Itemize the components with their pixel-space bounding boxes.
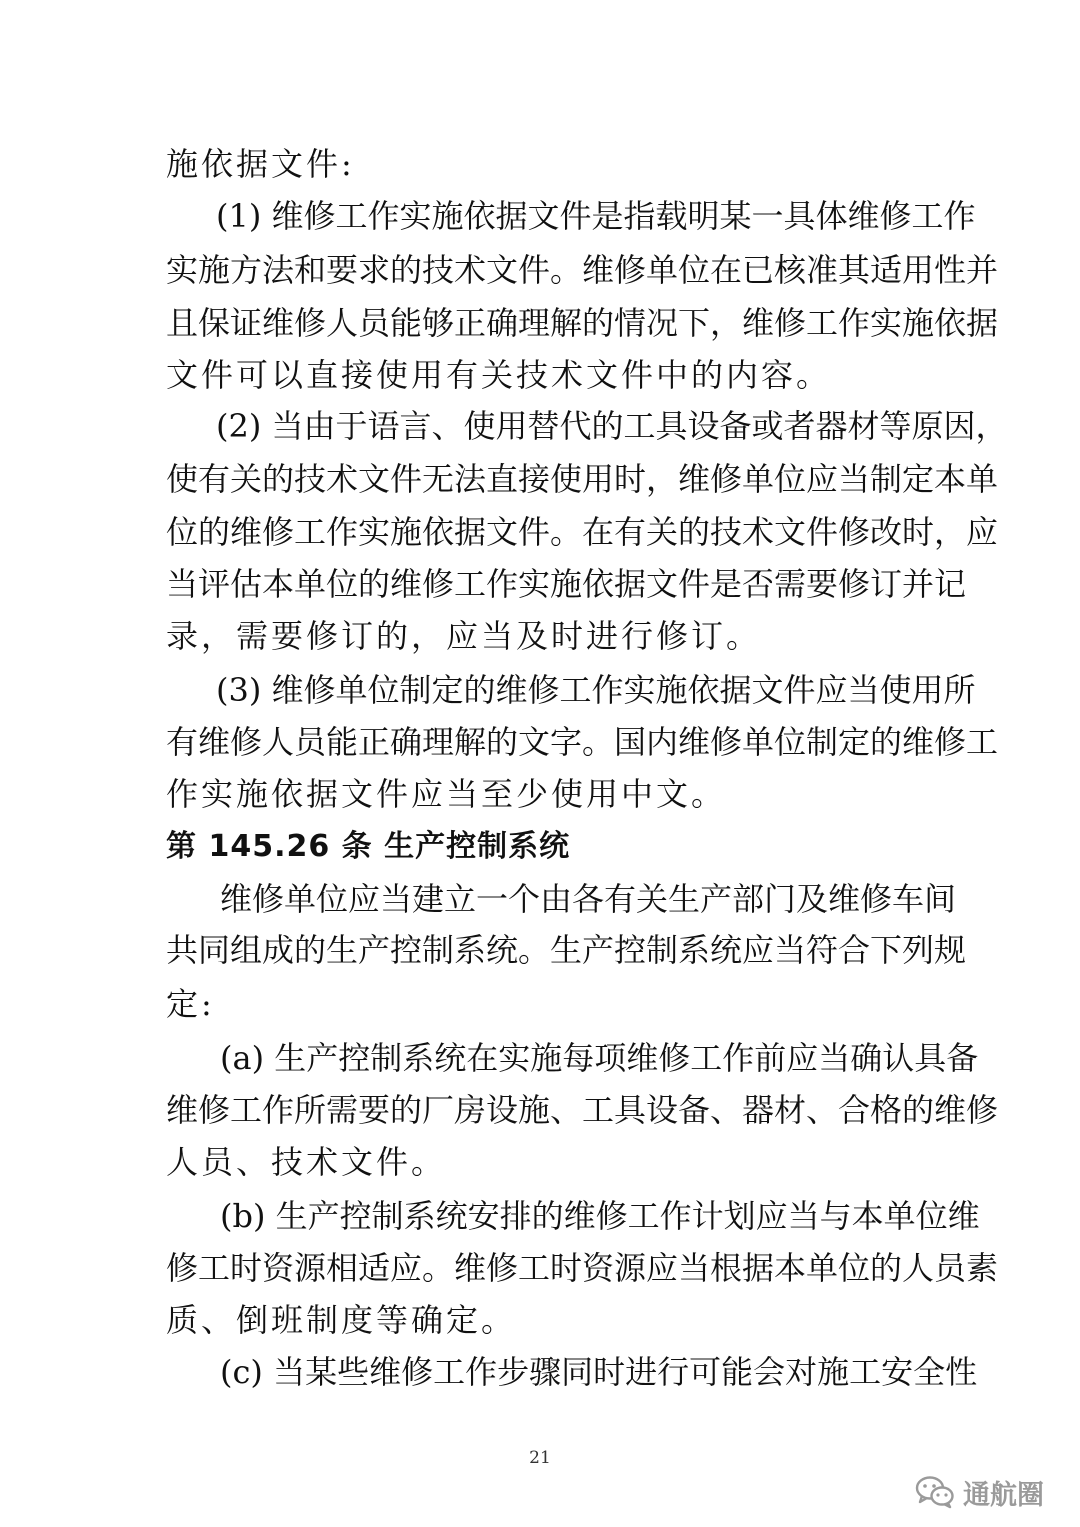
- text-line: 共同组成的生产控制系统。生产控制系统应当符合下列规: [166, 931, 967, 969]
- text-line: 维修工作所需要的厂房设施、工具设备、器材、合格的维修: [166, 1091, 999, 1129]
- text-line: 实施方法和要求的技术文件。维修单位在已核准其适用性并: [166, 251, 999, 289]
- text-line: (a) 生产控制系统在实施每项维修工作前应当确认具备: [220, 1039, 979, 1077]
- text-line: 维修单位应当建立一个由各有关生产部门及维修车间: [220, 880, 957, 918]
- text-line: 修工时资源相适应。维修工时资源应当根据本单位的人员素: [166, 1249, 999, 1287]
- text-line: (b) 生产控制系统安排的维修工作计划应当与本单位维: [220, 1197, 980, 1235]
- text-line: 且保证维修人员能够正确理解的情况下，维修工作实施依据: [166, 304, 999, 342]
- text-line: 位的维修工作实施依据文件。在有关的技术文件修改时，应: [166, 513, 999, 551]
- watermark-text: 通航圈: [963, 1479, 1044, 1511]
- wechat-icon: [915, 1475, 955, 1509]
- text-line: (1) 维修工作实施依据文件是指载明某一具体维修工作: [216, 197, 976, 235]
- text-line: 定:: [166, 985, 215, 1023]
- text-line: 质、倒班制度等确定。: [166, 1301, 517, 1339]
- page-number: 21: [529, 1448, 551, 1468]
- text-line: (c) 当某些维修工作步骤同时进行可能会对施工安全性: [220, 1353, 978, 1391]
- text-line: 录，需要修订的，应当及时进行修订。: [166, 617, 762, 655]
- article-heading: 第 145.26 条 生产控制系统: [166, 829, 571, 864]
- text-line: 有维修人员能正确理解的文字。国内维修单位制定的维修工: [166, 723, 999, 761]
- text-line: 文件可以直接使用有关技术文件中的内容。: [166, 356, 832, 394]
- text-line: (2) 当由于语言、使用替代的工具设备或者器材等原因，: [216, 407, 1008, 445]
- text-line: 使有关的技术文件无法直接使用时，维修单位应当制定本单: [166, 460, 999, 498]
- source-watermark: [915, 1472, 1044, 1512]
- text-line: 作实施依据文件应当至少使用中文。: [166, 775, 727, 813]
- text-line: 施依据文件:: [166, 145, 355, 183]
- text-line: (3) 维修单位制定的维修工作实施依据文件应当使用所: [216, 671, 976, 709]
- text-line: 当评估本单位的维修工作实施依据文件是否需要修订并记: [166, 565, 967, 603]
- text-line: 人员、技术文件。: [166, 1143, 447, 1181]
